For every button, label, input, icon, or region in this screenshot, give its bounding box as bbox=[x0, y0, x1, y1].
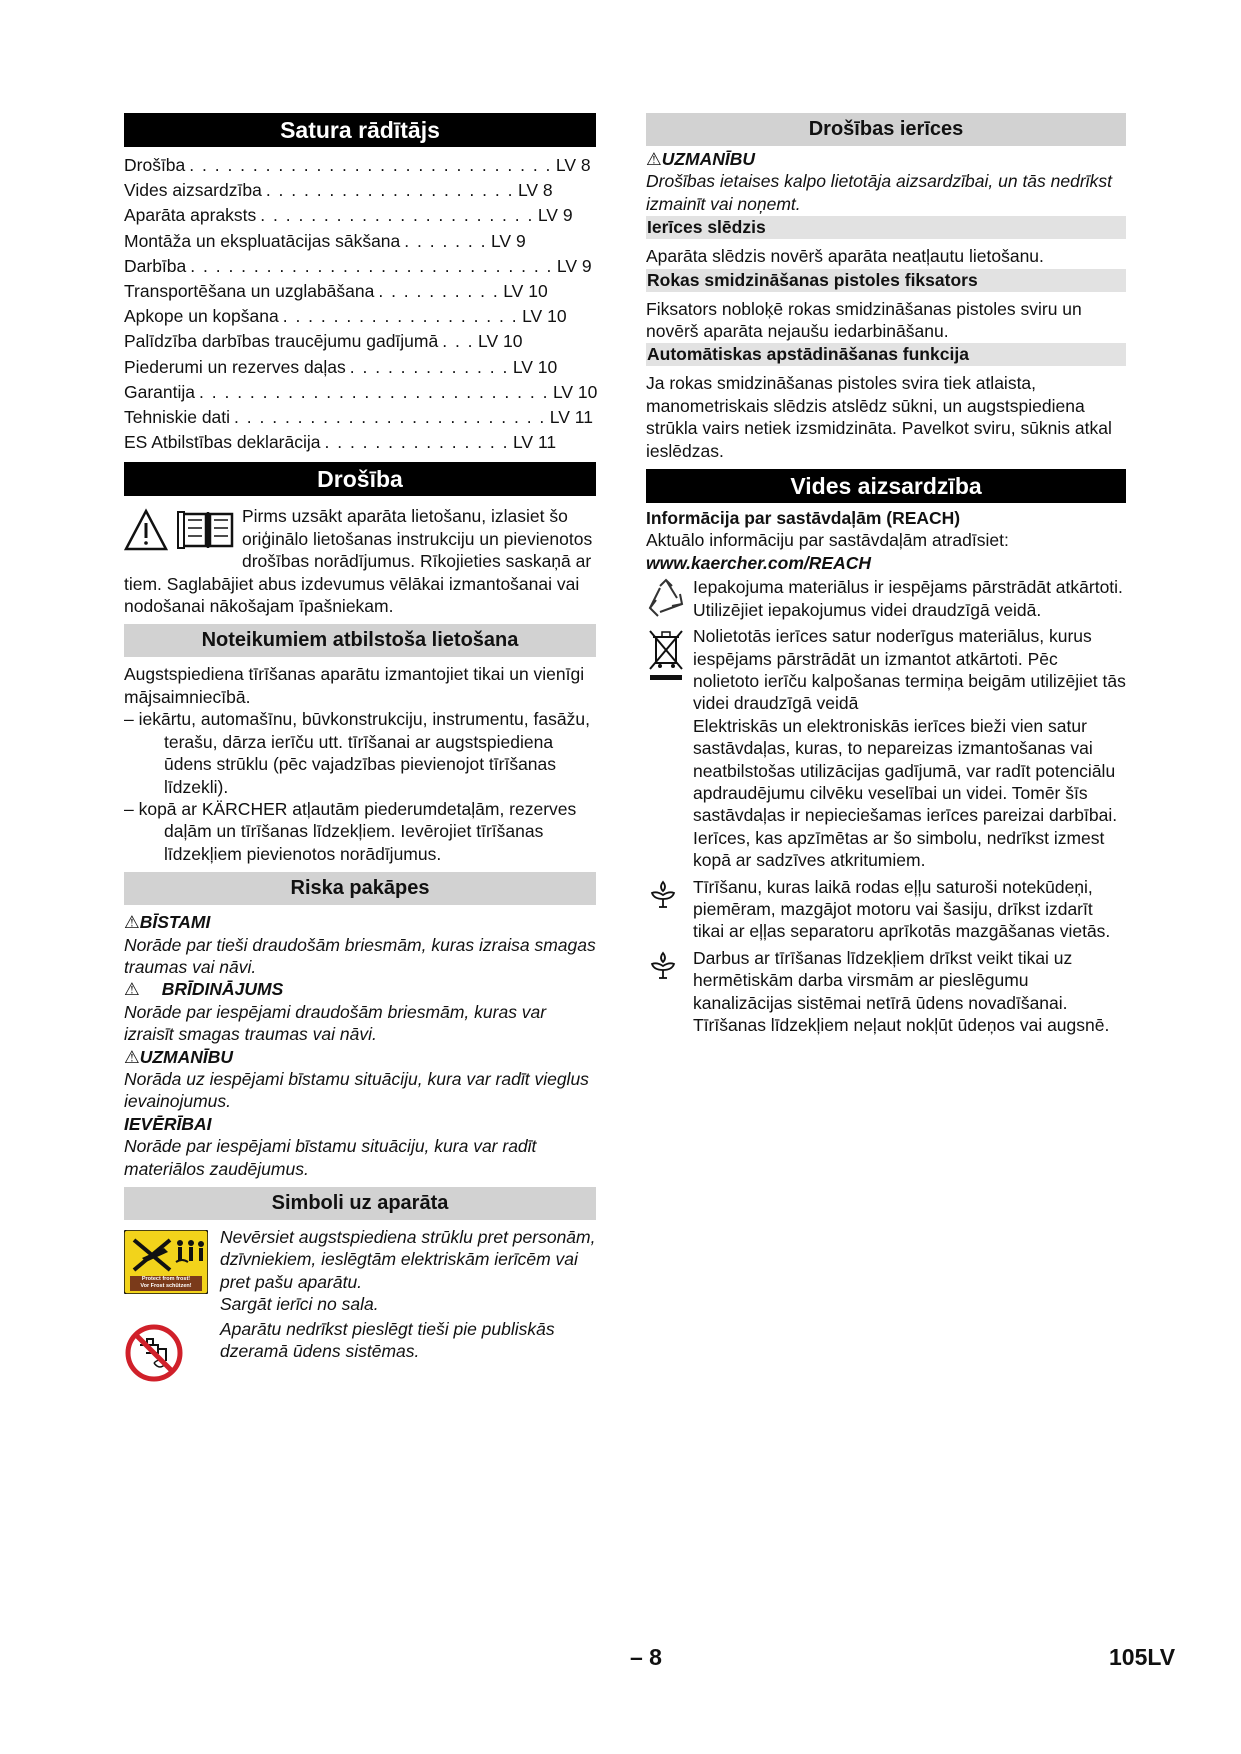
recycling-text: Iepakojuma materiālus ir iespējams pārstrādāt atkārtoti. Utilizējiet iepakojumus videi draudzīgā veidā. bbox=[693, 577, 1123, 620]
safety-devices-warning-label: UZMANĪBU bbox=[661, 149, 756, 169]
safety-intro-block bbox=[124, 505, 596, 617]
safety-devices-warning-text: Drošības ietaises kalpo lietotāja aizsardzībai, un tās nedrīkst izmainīt vai noņemt. bbox=[646, 171, 1112, 214]
reach-heading: Informācija par sastāvdaļām (REACH) bbox=[646, 508, 961, 529]
risk-level-notice: IEVĒRĪBAI Norāde par iespējami bīstamu situāciju, kura var radīt materiālos zaudējumus. bbox=[124, 1113, 537, 1179]
page-number: – 8 bbox=[630, 1644, 662, 1670]
reach-link[interactable]: www.kaercher.com/REACH bbox=[646, 552, 871, 573]
auto-stop-text: Ja rokas smidzināšanas pistoles svira tiek atlaista, manometriskais slēdzis atslēdz sūkni, un augstspiediena strūkla vairs netiek izsmidzināta. Pavelkot sviru, sūknis atkal ieslēdzas. bbox=[646, 373, 1112, 461]
risk-level-danger: ⚠BĪSTAMI Norāde par tieši draudošām briesmām, kuras izraisa smagas traumas vai nāvi. bbox=[124, 912, 596, 977]
device-switch-heading: Ierīces slēdzis bbox=[646, 216, 1126, 239]
environment-heading: Vides aizsardzība bbox=[646, 469, 1126, 503]
toc-item[interactable]: Palīdzība darbības traucējumu gadījumā . . . LV 10 bbox=[124, 331, 523, 352]
sticker-frost-text-en: Protect from frost! bbox=[141, 1276, 191, 1282]
detergent-block bbox=[646, 947, 1126, 1037]
document-code: 105LV bbox=[1109, 1644, 1176, 1670]
weee-text-1: Nolietotās ierīces satur noderīgus materiālus, kurus iespējams pārstrādāt un izmantot atkārtoti. Pēc nolietoto ierīču kalpošanas termiņa beigām utilizējiet tās videi draudzīgā veidā bbox=[693, 626, 1126, 714]
sticker-frost-text-de: Vor Frost schützen! bbox=[140, 1283, 192, 1289]
weee-text-2: Elektriskās un elektroniskās ierīces bieži vien satur sastāvdaļas, kuras, to nepareizas izmantošanas vai neatbilstošas utilizācijas gadījumā, var radīt potenciālu apdraudējumu cilvēku veselībai un videi. Tomēr šīs sastāvdaļas ir nepieciešamas ierīces pareizai darbībai. Ierīces, kas apzīmētas ar šo simbolu, nedrīkst izmest kopā ar sadzīves atkritumiem. bbox=[693, 715, 1118, 871]
auto-stop-heading: Automātiskas apstādināšanas funkcija bbox=[646, 343, 1126, 366]
intended-use-heading: Noteikumiem atbilstoša lietošana bbox=[124, 624, 596, 657]
symbol-drinking-water bbox=[124, 1318, 596, 1388]
right-column bbox=[646, 113, 1126, 1036]
toc-item[interactable]: Garantija . . . . . . . . . . . . . . . . . . . . . . . . . . . . LV 10 bbox=[124, 381, 598, 402]
no-drinking-water-connection-icon bbox=[124, 1323, 184, 1388]
toc-list bbox=[124, 153, 596, 455]
safety-heading: Drošība bbox=[124, 462, 596, 496]
warning-triangle-icon: ⚠ bbox=[124, 1046, 140, 1067]
intended-use-text: Augstspiediena tīrīšanas aparātu izmantojiet tikai un vienīgi mājsaimniecībā. bbox=[124, 664, 585, 707]
intended-use-item: – iekārtu, automašīnu, būvkonstrukciju, instrumentu, fasāžu, terašu, dārza ierīču utt. tīrīšanai ar augstspiediena ūdens strūklu (pēc vajadzības pievienojot tīrīšanas līdzekli). bbox=[124, 709, 590, 797]
toc-item[interactable]: ES Atbilstības deklarācija . . . . . . . . . . . . . . . LV 11 bbox=[124, 432, 557, 453]
oil-wastewater-block bbox=[646, 876, 1126, 943]
reach-text: Aktuālo informāciju par sastāvdaļām atradīsiet: bbox=[646, 530, 1009, 551]
intended-use-item: – kopā ar KÄRCHER atļautām piederumdetaļām, rezerves daļām un tīrīšanas līdzekļiem. Ievērojiet tīrīšanas līdzekļiem pievienotos norādījumus. bbox=[124, 798, 577, 864]
warning-triangle-icon: ⚠ bbox=[124, 979, 140, 1000]
no-spray-frost-sticker-icon bbox=[124, 1230, 208, 1294]
toc-item[interactable]: Drošība . . . . . . . . . . . . . . . . . . . . . . . . . . . . . LV 8 bbox=[124, 155, 591, 175]
risk-levels-heading: Riska pakāpes bbox=[124, 872, 596, 905]
symbol-jet-frost bbox=[124, 1226, 596, 1316]
toc-item[interactable]: Piederumi un rezerves daļas . . . . . . . . . . . . . LV 10 bbox=[124, 356, 558, 377]
toc-item[interactable]: Montāža un ekspluatācijas sākšana . . . . . . . LV 9 bbox=[124, 230, 526, 251]
toc-item[interactable]: Vides aizsardzība . . . . . . . . . . . . . . . . . . . . LV 8 bbox=[124, 180, 553, 201]
toc-item[interactable]: Transportēšana un uzglabāšana . . . . . . . . . . LV 10 bbox=[124, 281, 548, 302]
toc-heading: Satura rādītājs bbox=[124, 113, 596, 147]
manual-warning-icons bbox=[124, 508, 242, 552]
trigger-lock-text: Fiksators nobloķē rokas smidzināšanas pistoles sviru un novērš aparāta nejaušu iedarbināšanu. bbox=[646, 298, 1082, 342]
risk-level-warning: ⚠ BRĪDINĀJUMS Norāde par iespējami draudošām briesmām, kuras var izraisīt smagas traumas vai nāvi. bbox=[124, 979, 547, 1045]
recycling-block bbox=[646, 576, 1126, 621]
symbol-drinking-water-text: Aparātu nedrīkst pieslēgt tieši pie publiskās dzeramā ūdens sistēmas. bbox=[220, 1319, 555, 1362]
crossed-bin-icon bbox=[646, 627, 686, 688]
oil-wastewater-text: Tīrīšanu, kuras laikā rodas eļļu saturoši notekūdeņi, piemēram, mazgājot motoru vai šasiju, drīkst izdarīt tikai ar eļļas separatoru aprīkotās mazgāšanas vietās. bbox=[693, 876, 1111, 942]
detergent-environment-icon bbox=[648, 950, 678, 985]
warning-triangle-book-icon bbox=[124, 508, 242, 552]
device-symbols-heading: Simboli uz aparāta bbox=[124, 1187, 596, 1220]
oil-wastewater-icon bbox=[648, 879, 678, 914]
toc-item[interactable]: Tehniskie dati . . . . . . . . . . . . . . . . . . . . . . . . . LV 11 bbox=[124, 407, 593, 428]
warning-triangle-icon: ⚠ bbox=[124, 912, 140, 933]
toc-item[interactable]: Apkope un kopšana . . . . . . . . . . . . . . . . . . . LV 10 bbox=[124, 306, 567, 327]
recycling-icon bbox=[646, 578, 686, 623]
trigger-lock-heading: Rokas smidzināšanas pistoles fiksators bbox=[646, 269, 1126, 292]
risk-level-caution: ⚠UZMANĪBU Norāda uz iespējami bīstamu situāciju, kura var radīt vieglus ievainojumus. bbox=[124, 1046, 589, 1112]
device-switch-text: Aparāta slēdzis novērš aparāta neatļautu lietošanu. bbox=[646, 246, 1044, 267]
left-column bbox=[124, 113, 596, 1388]
safety-intro-text: Pirms uzsākt aparāta lietošanu, izlasiet šo oriģinālo lietošanas instrukciju un pievienotos drošības norādījumus. Rīkojieties saskaņā ar tiem. Saglabājiet abus izdevumus vēlākai izmantošanai vai nodošanai nākošajam īpašniekam. bbox=[124, 506, 593, 617]
weee-block bbox=[646, 625, 1126, 871]
toc-item[interactable]: Darbība . . . . . . . . . . . . . . . . . . . . . . . . . . . . . LV 9 bbox=[124, 255, 592, 276]
detergent-text: Darbus ar tīrīšanas līdzekļiem drīkst veikt tikai uz hermētiskām darba virsmām ar pieslēgumu kanalizācijas sistēmai netīrā ūdens novadīšanai. Tīrīšanas līdzekļiem neļaut nokļūt ūdeņos vai augsnē. bbox=[693, 947, 1110, 1035]
toc-item[interactable]: Aparāta apraksts . . . . . . . . . . . . . . . . . . . . . . LV 9 bbox=[124, 205, 573, 226]
symbol-jet-text: Nevērsiet augstspiediena strūklu pret personām, dzīvniekiem, ieslēgtām elektriskām ierīcēm vai pret pašu aparātu. bbox=[220, 1227, 596, 1292]
symbol-frost-text: Sargāt ierīci no sala. bbox=[220, 1294, 379, 1315]
warning-triangle-icon: ⚠ bbox=[646, 149, 662, 169]
safety-devices-heading: Drošības ierīces bbox=[646, 113, 1126, 146]
